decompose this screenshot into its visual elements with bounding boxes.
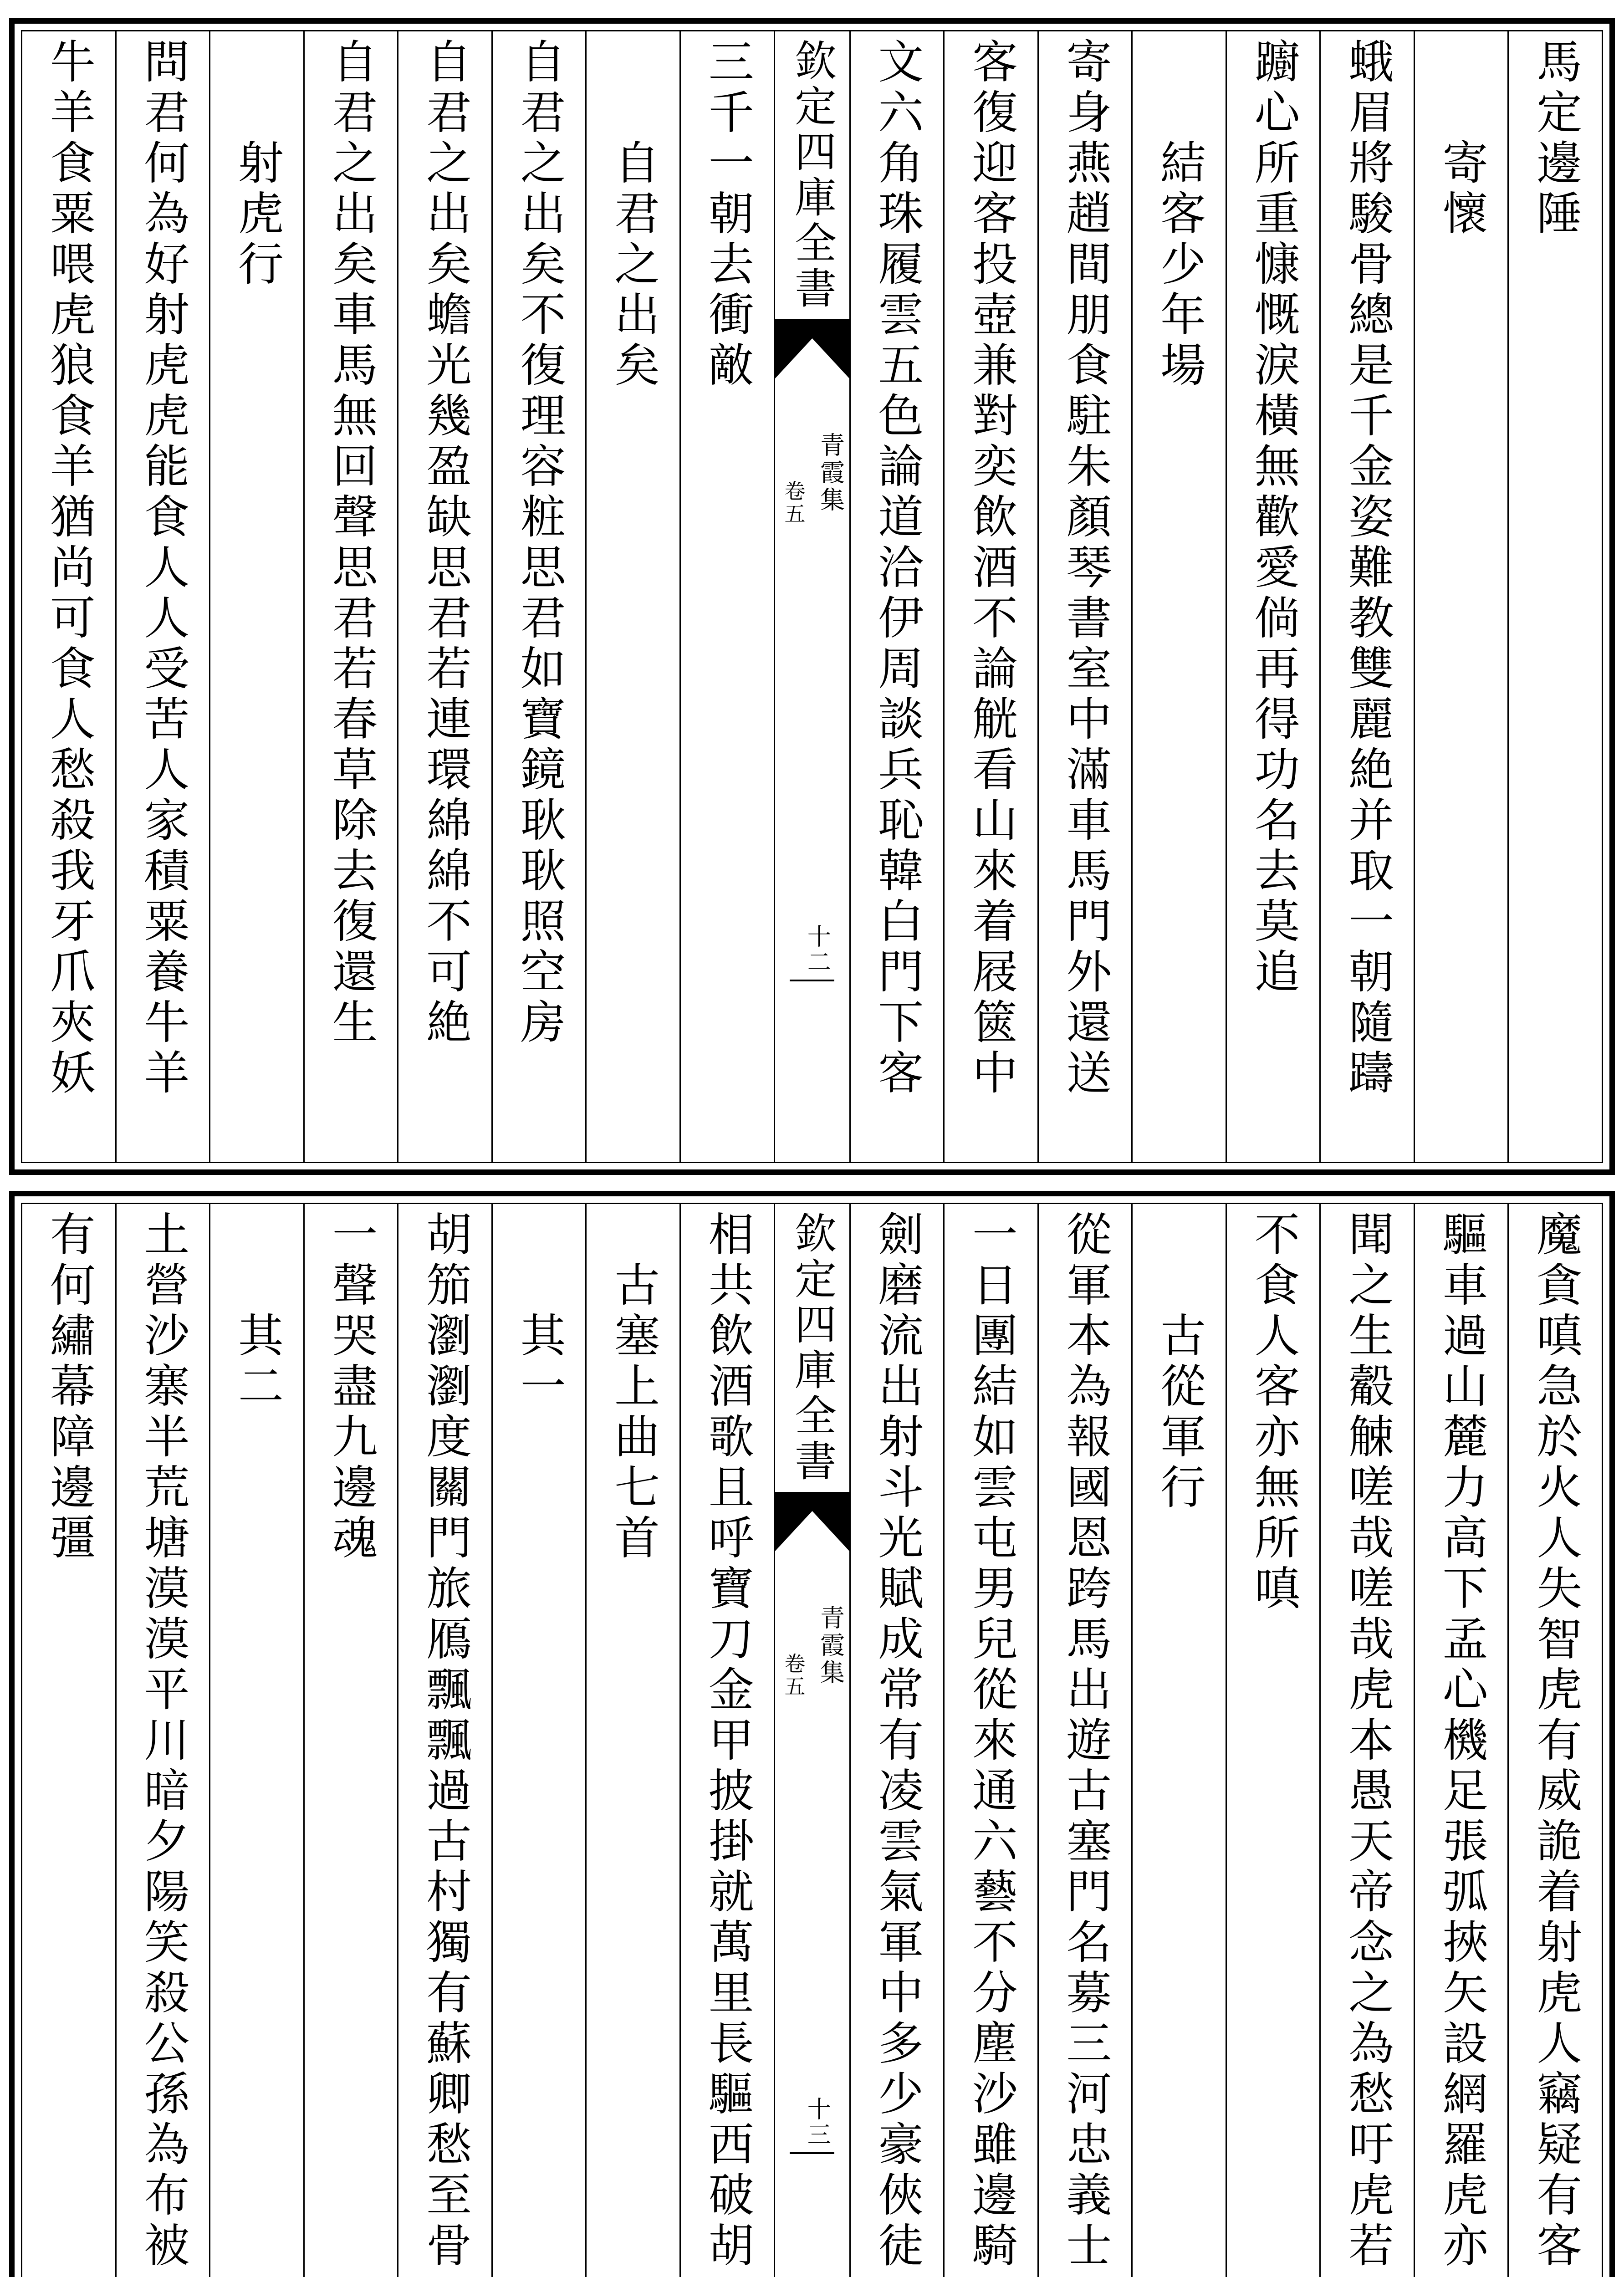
poem-title: 古塞上曲七首: [607, 1261, 660, 1564]
fish-tail-ornament-icon: [775, 1492, 849, 1551]
text-column: [1037, 1204, 1132, 2277]
column-text: 寄身燕趙間朋食駐朱顏琴書室中滿車馬門外還送: [1058, 38, 1112, 1099]
collection-title: 青霞集: [816, 1605, 845, 1687]
text-column: [1319, 31, 1414, 1162]
lower-page-frame: [21, 1203, 1603, 2277]
upper-page-panel: [9, 18, 1615, 1175]
page-number-rule: [790, 980, 834, 981]
fish-tail-shape: [775, 319, 849, 378]
column-text: 有何繡幕障邊彊: [42, 1210, 96, 1564]
text-column: [943, 1204, 1037, 2277]
column-text: 魔貪嗔急於火人失智虎有威詭着射虎人竊疑有客: [1529, 1210, 1583, 2272]
column-text: 聞之生觳觫嗟哉嗟哉虎本愚天帝念之為愁吁虎若: [1341, 1210, 1394, 2272]
text-column: [679, 31, 774, 1162]
series-title: 欽定四庫全書: [788, 1211, 837, 1485]
page-number: 十三: [803, 2097, 831, 2148]
column-text: 驅車過山麓力高下孟心機足張弧挾矢設網羅虎亦: [1435, 1210, 1488, 2272]
collection-title: 青霞集: [816, 432, 845, 514]
poem-title-column: [1414, 31, 1508, 1162]
text-column: [491, 31, 586, 1162]
text-column: [115, 31, 209, 1162]
text-column: [1226, 31, 1320, 1162]
poem-title: 寄懷: [1435, 139, 1488, 240]
text-column: [303, 31, 398, 1162]
fish-tail-ornament-icon: [775, 319, 849, 378]
column-text: 一聲哭盡九邊魂: [324, 1210, 378, 1564]
column-text: 劍磨流出射斗光賦成常有凌雲氣軍中多少豪俠徒: [870, 1210, 924, 2272]
upper-page-frame: [21, 30, 1603, 1163]
text-column: [1507, 31, 1602, 1162]
text-column: [22, 1204, 115, 2277]
text-column: [1507, 1204, 1602, 2277]
text-column: [115, 1204, 209, 2277]
poem-title-column: [1131, 31, 1226, 1162]
column-text: 文六角珠履雲五色論道洽伊周談兵恥韓白門下客: [870, 38, 924, 1099]
poem-subtitle-column: [209, 1204, 303, 2277]
poem-title-column: [1131, 1204, 1226, 2277]
volume-label: 卷五: [781, 480, 806, 526]
column-text: 土營沙寨半荒塘漠漠平川暗夕陽笑殺公孫為布被: [136, 1210, 190, 2272]
column-text: 自君之出矣蟾光幾盈缺思君若連環綿綿不可絶: [419, 38, 472, 1049]
column-text: 蛾眉將駿骨總是千金姿難教雙麗絶并取一朝隨躊: [1341, 38, 1394, 1099]
fish-tail-shape: [775, 1492, 849, 1551]
poem-title: 射虎行: [230, 139, 284, 291]
poem-title-column: [585, 31, 679, 1162]
column-text: 相共飲酒歌且呼寶刀金甲披掛就萬里長驅西破胡: [700, 1210, 754, 2272]
text-column: [1037, 31, 1132, 1162]
column-text: 三千一朝去衝敵: [700, 38, 754, 392]
volume-label: 卷五: [781, 1653, 806, 1698]
poem-title: 古從軍行: [1152, 1312, 1206, 1514]
text-column: [849, 1204, 944, 2277]
text-column: [1226, 1204, 1320, 2277]
column-text: 牛羊食粟喂虎狼食羊猶尚可食人愁殺我牙爪夾妖: [42, 38, 96, 1099]
poem-subtitle: 其一: [512, 1312, 566, 1413]
column-text: 自君之出矣不復理容粧思君如寶鏡耿耿照空房: [512, 38, 566, 1049]
center-fold-column: [774, 31, 849, 1162]
text-column: [397, 1204, 491, 2277]
column-text: 馬定邊陲: [1529, 38, 1583, 240]
text-column: [1414, 1204, 1508, 2277]
poem-title: 結客少年場: [1152, 139, 1206, 392]
text-column: [849, 31, 944, 1162]
column-text: 自君之出矣車馬無回聲思君若春草除去復還生: [324, 38, 378, 1049]
column-text: 躕心所重慷慨淚橫無歡愛倘再得功名去莫追: [1246, 38, 1300, 998]
column-text: 不食人客亦無所嗔: [1246, 1210, 1300, 1615]
poem-title-column: [209, 31, 303, 1162]
column-text: 從軍本為報國恩跨馬出遊古塞門名募三河忠義士: [1058, 1210, 1112, 2272]
column-text: 客復迎客投壺兼對奕飲酒不論觥看山來着屐篋中: [964, 38, 1018, 1099]
text-column: [22, 31, 115, 1162]
column-text: 一日團結如雲屯男兒從來通六藝不分塵沙雖邊騎: [964, 1210, 1018, 2272]
lower-page-panel: [9, 1191, 1615, 2277]
center-fold-column: [774, 1204, 849, 2277]
text-column: [1319, 1204, 1414, 2277]
column-text: 問君何為好射虎虎能食人人受苦人家積粟養牛羊: [136, 38, 190, 1099]
text-column: [397, 31, 491, 1162]
page-number: 十二: [803, 924, 831, 975]
poem-title: 自君之出矣: [607, 139, 660, 392]
text-column: [679, 1204, 774, 2277]
page-number-rule: [790, 2152, 834, 2154]
series-title: 欽定四庫全書: [788, 39, 837, 312]
column-text: 胡笳瀏瀏度關門旅鴈飄飄過古村獨有蘇卿愁至骨: [419, 1210, 472, 2272]
poem-subtitle: 其二: [230, 1312, 284, 1413]
text-column: [943, 31, 1037, 1162]
poem-subtitle-column: [491, 1204, 586, 2277]
text-column: [303, 1204, 398, 2277]
poem-title-column: [585, 1204, 679, 2277]
